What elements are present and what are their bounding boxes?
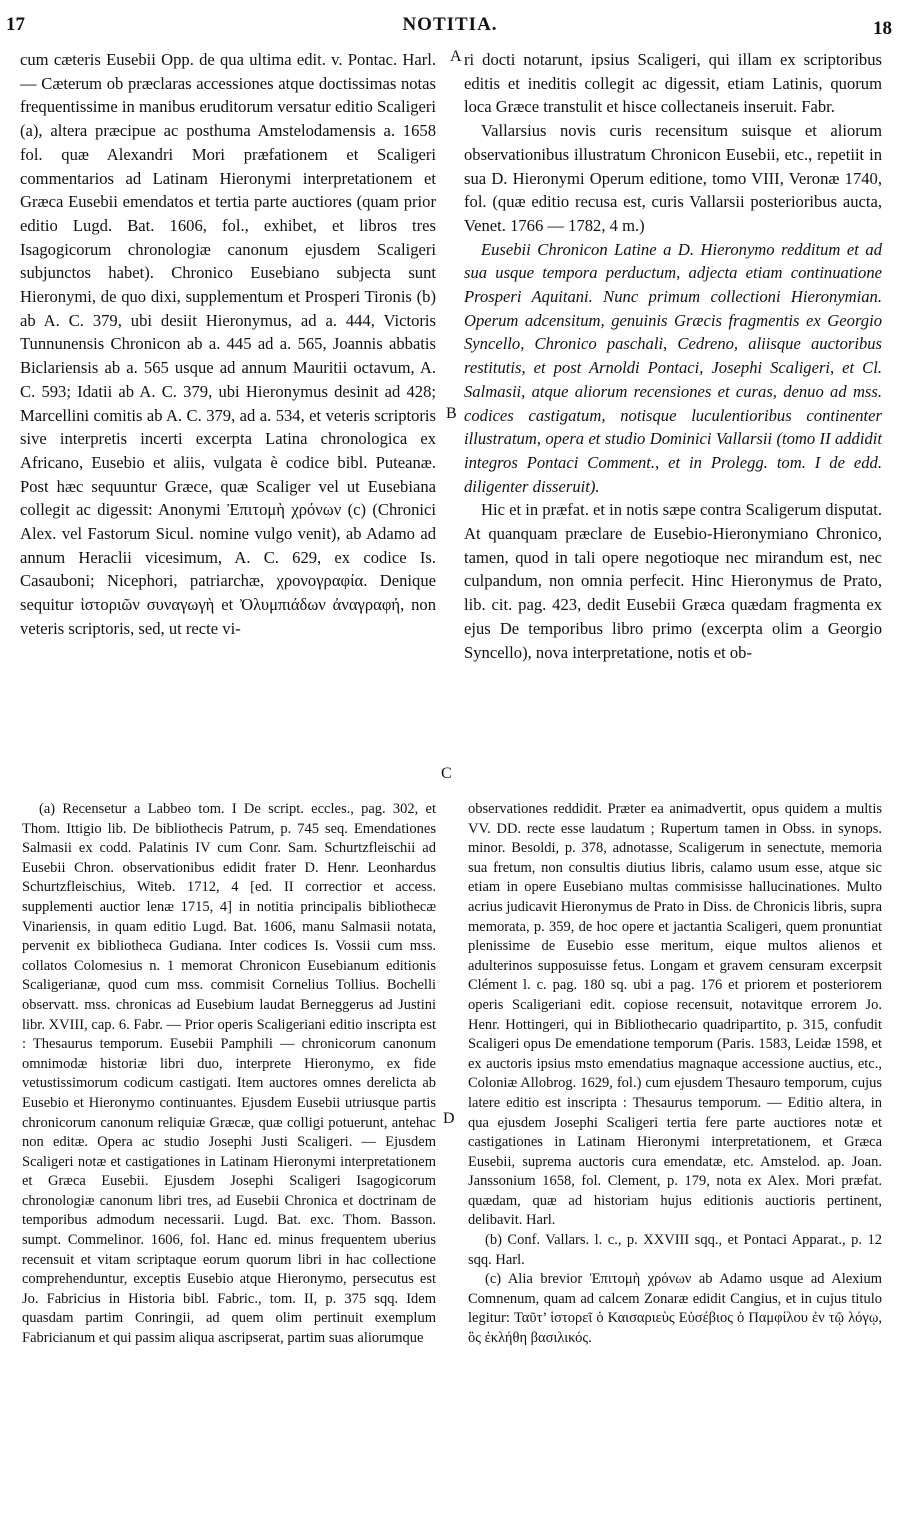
margin-letter-a: A [450,48,462,65]
footnote-c: (c) Alia brevior Ἐπιτομὴ χρόνων ab Adamo usque ad Alexium Comnenum, quam ad calcem Zonaræ edidit Cangius, et in cujus titulo legitur: Ταῦτ’ ἱστορεῖ ὁ Καισαριεὺς Εὐσέβιος ὁ Παμφίλου ἐν τῷ λόγῳ, ὃς ἐκλήθη βασιλικός. [468,1271,882,1347]
margin-letter-d: D [443,1110,455,1127]
left-footnote-column [22,800,436,1522]
page-number-left: 17 [6,14,25,35]
margin-letter-c: C [441,765,452,782]
footnote-a-continued: observationes reddidit. Præter ea animadvertit, opus quidem a multis VV. DD. recte esse laudatum ; Rupertum tamen in Obss. in synops. minor. Besoldi, p. 378, adnotasse, Scaligerum in senectute, memoria sua fretum, non consultis diutius libris, calamo usum esse, atque sic etiam in opere Eusebiano multas commisisse hallucinationes. Multo acrius judicavit Hieronymus de Prato in Diss. de Chronicis libris, supra memorata, p. 359, de hoc opere et jactantia Scaligeri, quem pronuntiat plenissime de Eusebio esse meritum, eique multos alienos et adulterinos supposuisse fetus. Longam et gravem censuram excerpsit Clément l. c. pag. 180 sq. ubi a pag. 176 et priorem et posteriorem operis Scaligeriani edit. copiose recensuit, notavitque errorem Jo. Henr. Hottingeri, qui in Bibliothecario quadripartito, p. 315, confudit Scaligeri opus De emendatione temporum (Paris. 1583, Leidæ 1598, et ex auctoris ipsius msto emendatius magnaque accessione auctius, etc., Coloniæ Allobrog. 1629, fol.) cum ejusdem Thesauro temporum, cujus latere editio est inscripta : Thesaurus temporum. — Editio altera, in qua ejusdem Josephi Scaligeri tertia fere parte auctiores notæ et castigationes in Latinam Hieronymi interpretationem, et Græca Eusebii, suprema auctoris cura emendatæ, etc. Amstelod. ap. Joan. Janssonium 1658, fol. Clement, p. 179, nota ex Alex. Mori præfat. quædam, quæ ad historiam hujus editionis auctioris pertinent, delibavit. Harl. [468,801,882,1229]
left-main-text: cum cæteris Eusebii Opp. de qua ultima edit. v. Pontac. Harl. — Cæterum ob præclaras accessiones atque doctissimas notas frequentissime in manibus eruditorum versatur editio Scaligeri (a), altera præcipue ac posthuma Amstelodamensis a. 1658 fol. quæ Alexandri Mori præfationem et Scaligeri commentarios ad Latinam Hieronymi interpretationem et Græca Eusebii emendatos et tertia parte auctiores (quam prior editio Lugd. Bat. 1606, fol., exhibet, et libros tres Isagogicorum chronologiæ canonum ejusdem Scaligeri subjunctos habet). Chronico Eusebiano subjecta sunt Hieronymi, de quo dixi, supplementum et Prosperi Tironis (b) ab A. C. 379, ubi desiit Hieronymus, ad a. 444, Victoris Tunnunensis Chronicon ab a. 445 ad a. 565, Joannis abbatis Biclariensis ab a. 565 usque ad annum Mauritii octavum, A. C. 593; Idatii ab A. C. 379, ubi Hieronymus desinit ad 428; Marcellini comitis ab A. C. 379, ad a. 534, et veteris scriptoris sive interpretis incerti excerpta Latina chronologica ex Africano, Eusebio et aliis, vulgata è codice bibl. Puteanæ. Post hæc sequuntur Græce, quæ Scaliger vel ut Eusebiana collegit ac digessit: Anonymi Ἐπιτομὴ χρόνων (c) (Chronici Alex. vel Fastorum Sicul. nomine vulgo venit), ab Adamo ad annum Heraclii vicesimum, A. C. 629, ex codice Is. Casauboni; Nicephori, patriarchæ, χρονογραφία. Denique sequitur ἱστοριῶν συναγωγὴ et Ὀλυμπιάδων ἀναγραφή, non veteris scriptoris, sed, ut recte vi- [20,50,436,638]
running-header [0,0,900,40]
margin-letter-b: B [446,405,457,422]
page-number-right: 18 [873,18,892,39]
left-main-column [20,48,436,785]
right-main-paragraph-1: ri docti notarunt, ipsius Scaligeri, qui illam ex scriptoribus editis et ineditis collegit ac digessit, etiam Latinis, quorum loca Græce transtulit et hisce collectaneis inseruit. Fabr. [464,50,882,117]
footnote-b: (b) Conf. Vallars. l. c., p. XXVIII sqq., et Pontaci Apparat., p. 12 sqq. Harl. [468,1232,882,1268]
right-main-paragraph-4: Hic et in præfat. et in notis sæpe contra Scaligerum disputat. At quanquam præclare de Eusebio-Hieronymiano Chronico, tamen, quod in tali opere negotioque nec mirandum est, nec culpandum, non omnia perfecit. Hinc Hieronymus de Prato, lib. cit. pag. 423, dedit Eusebii Græca quædam fragmenta ex ejus De temporibus libro primo (excerpta olim a Georgio Syncello), nova interpretatione, notis et ob- [464,500,882,662]
running-title: NOTITIA. [402,14,498,35]
right-footnote-column [468,800,882,1522]
right-main-paragraph-3: Eusebii Chronicon Latine a D. Hieronymo redditum et ad sua usque tempora perductum, adjecta etiam continuatione Prosperi Aquitani. Nunc primum collectioni Hieronymian. Operum adcensitum, genuinis Græcis fragmentis ex Georgio Syncello, Chronico paschali, Cedreno, aliisque auctoribus restitutis, et post Arnoldi Pontaci, Josephi Scaligeri, et Cl. Salmasii, atque aliorum recensiones et curas, denuo ad mss. codices castigatum, notisque luculentioribus continenter illustratum, opera et studio Dominici Vallarsii (tomo II addidit integros Pontaci Comment., et in Prolegg. tom. I de edd. diligenter disseruit). [464,239,882,496]
right-main-column [464,48,882,785]
footnote-a: (a) Recensetur a Labbeo tom. I De script. eccles., pag. 302, et Thom. Ittigio lib. De bibliothecis Patrum, p. 745 seq. Emendationes Salmasii ex codd. Palatinis IV cum Conr. Sam. Schurtzfleischii ad Eusebii Chron. observationibus edidit frater D. Henr. Leonhardus Schurtzfleischius, Witeb. 1712, 4 [ed. II correctior et access. supplementi auctior lenæ 1715, 4] in notitia principalis bibliothecæ Vinariensis, in quam editio Lugd. Bat. 1606, manu Salmasii notata, pervenit ex bibliotheca Gudiana. Inter codices Is. Vossii cum mss. collatos Colomesius n. 1 memorat Chronicon Eusebianum editionis Scaligerianæ, quod cum mss. commisit Cornelius Tollius. Bochelli observatt. mss. chronicas ad Eusebium laudat Berneggerus ad Justini libr. XVIII, cap. 6. Fabr. — Prior operis Scaligeriani editio inscripta est : Thesaurus temporum. Eusebii Pamphili — chronicorum canonum omnimodæ historiæ libri duo, interprete Hieronymo, ex fide vetustissimorum codicum castigati. Item auctores omnes derelicta ab Eusebio et Hieronymo continuantes. Ejusdem Eusebii utriusque partis chronicorum canonum reliquiæ Græcæ, quæ colligi potuerunt, antehac non editæ. Opera ac studio Josephi Justi Scaligeri. — Ejusdem Scaligeri notæ et castigationes in Latinam Hieronymi interpretationem et Græca Eusebii. Ejusdem Josephi Scaligeri Isagogicorum chronologiæ canonum libri tres, ad Eusebii Chronica et doctrinam de temporibus admodum necessarii. Lugd. Bat. exc. Thom. Basson. sumpt. Commelinor. 1606, fol. Hanc ed. minus frequentem uberius recensuit et vitam scriptaque eorum quorum libri in hac collectione comprehenduntur, exceptis Eusebio atque Hieronymo, persecutus est Jo. Fabricius in Historia bibl. Fabric., tom. II, p. 375 sqq. Idem quasdam partim Conringii, ad quem olim pertinuit exemplum Fabricianum et qui passim aliqua ascripserat, partim suas aliorumque [22,801,436,1347]
right-main-paragraph-2: Vallarsius novis curis recensitum suisque et aliorum observationibus illustratum Chronicon Eusebii, etc., repetiit in sua D. Hieronymi Operum editione, tomo VIII, Veronæ 1740, fol. (quæ editio recusa est, curis Vallarsii posterioribus aucta, Venet. 1766 — 1782, 4 m.) [464,121,882,235]
